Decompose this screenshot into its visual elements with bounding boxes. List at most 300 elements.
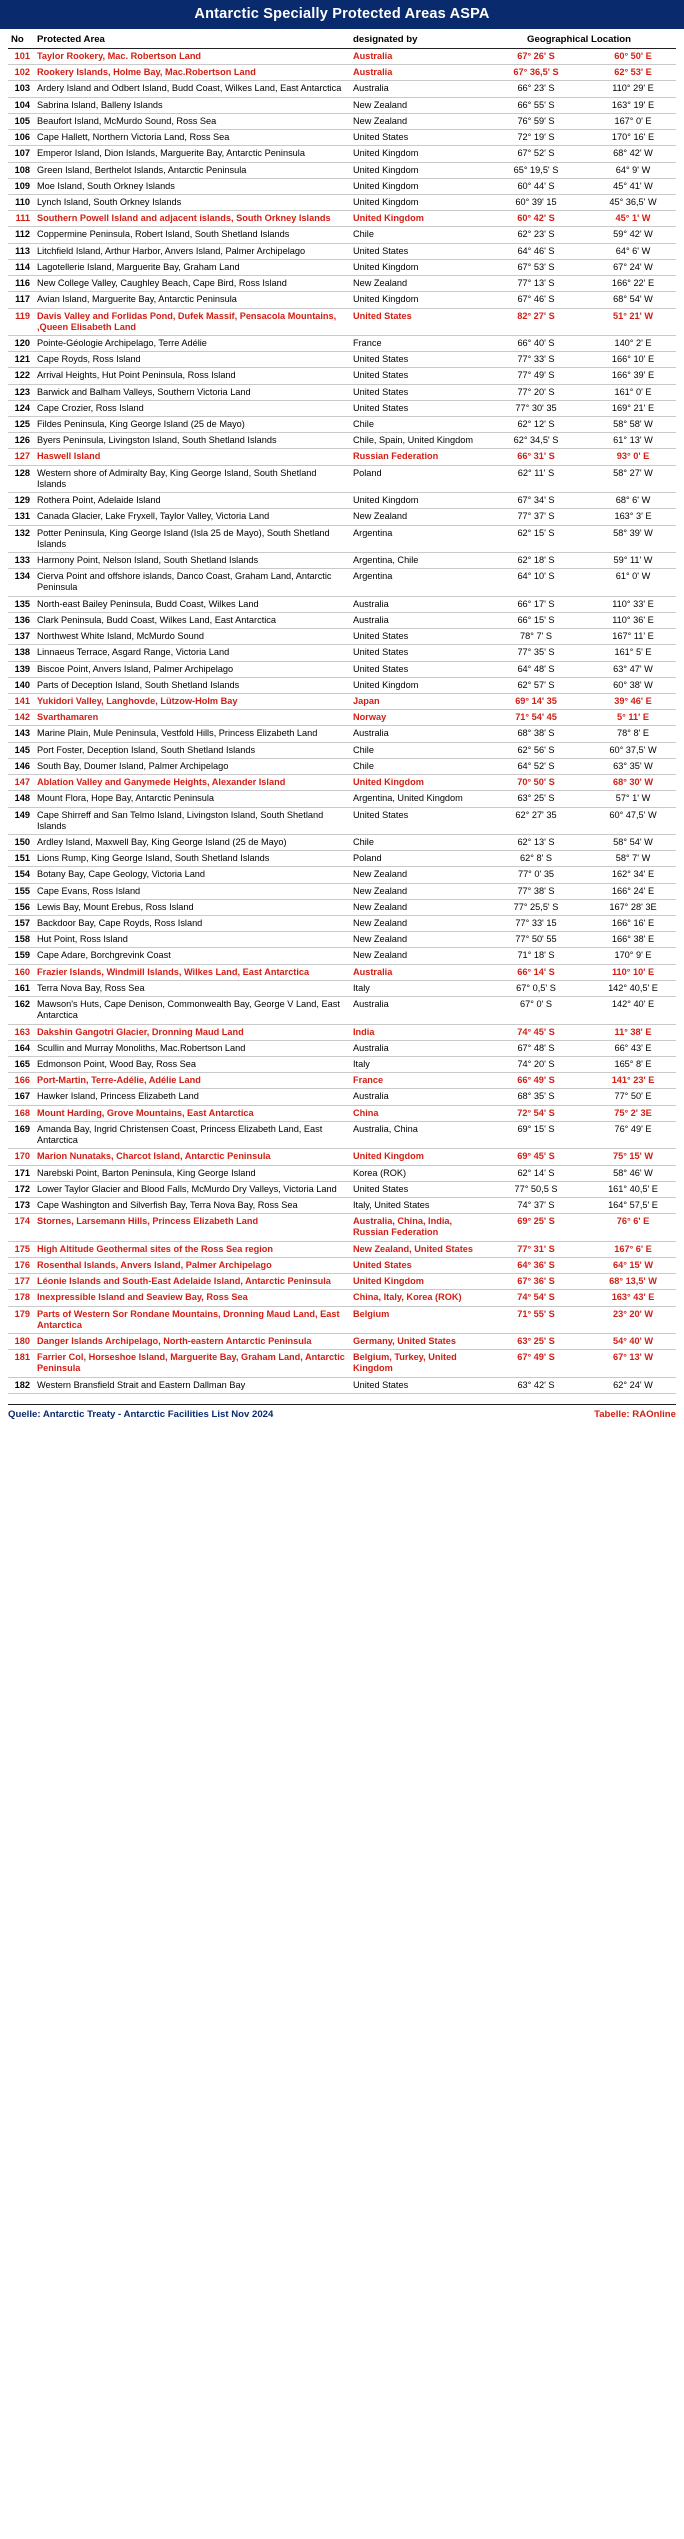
protected-area-name: Backdoor Bay, Cape Royds, Ross Island [34,916,350,932]
longitude: 163° 3' E [590,509,676,525]
table-row [8,308,676,335]
longitude: 11° 38' E [590,1024,676,1040]
longitude: 161° 40,5' E [590,1181,676,1197]
latitude: 67° 0' S [482,997,590,1024]
row-number: 168 [8,1105,34,1121]
latitude: 66° 55' S [482,97,590,113]
longitude: 166° 39' E [590,368,676,384]
latitude: 71° 54' 45 [482,710,590,726]
protected-area-name: Lagotellerie Island, Marguerite Bay, Graham Land [34,259,350,275]
latitude: 67° 0,5' S [482,980,590,996]
table-row [8,352,676,368]
protected-area-name: Biscoe Point, Anvers Island, Palmer Archipelago [34,661,350,677]
longitude: 60° 38' W [590,677,676,693]
row-number: 169 [8,1121,34,1148]
designated-by: United Kingdom [350,194,482,210]
protected-area-name: Danger Islands Archipelago, North-eastern Antarctic Peninsula [34,1333,350,1349]
designated-by: France [350,1073,482,1089]
row-number: 165 [8,1057,34,1073]
table-row [8,194,676,210]
col-designated-by: designated by [350,32,482,49]
longitude: 64° 9' W [590,162,676,178]
longitude: 164° 57,5' E [590,1197,676,1213]
row-number: 148 [8,791,34,807]
table-row [8,1105,676,1121]
longitude: 45° 36,5' W [590,194,676,210]
longitude: 61° 0' W [590,569,676,596]
designated-by: Australia [350,1089,482,1105]
latitude: 67° 46' S [482,292,590,308]
row-number: 110 [8,194,34,210]
protected-area-name: Marion Nunataks, Charcot Island, Antarctic Peninsula [34,1149,350,1165]
designated-by: United States [350,400,482,416]
table-row [8,851,676,867]
longitude: 170° 16' E [590,130,676,146]
protected-area-name: Rosenthal Islands, Anvers Island, Palmer Archipelago [34,1257,350,1273]
protected-area-name: Mount Flora, Hope Bay, Antarctic Peninsula [34,791,350,807]
latitude: 63° 25' S [482,791,590,807]
latitude: 62° 14' S [482,1165,590,1181]
latitude: 66° 17' S [482,596,590,612]
latitude: 72° 54' S [482,1105,590,1121]
col-protected-area: Protected Area [34,32,350,49]
longitude: 167° 28' 3E [590,899,676,915]
protected-area-name: Yukidori Valley, Langhovde, Lützow-Holm Bay [34,693,350,709]
aspa-table [8,32,676,1394]
table-row [8,677,676,693]
longitude: 77° 50' E [590,1089,676,1105]
designated-by: Australia [350,964,482,980]
table-row [8,1024,676,1040]
longitude: 45° 41' W [590,178,676,194]
table-row [8,997,676,1024]
table-row [8,1121,676,1148]
longitude: 110° 36' E [590,612,676,628]
latitude: 64° 36' S [482,1257,590,1273]
latitude: 63° 42' S [482,1377,590,1393]
protected-area-name: Potter Peninsula, King George Island (Isla 25 de Mayo), South Shetland Islands [34,525,350,552]
designated-by: Germany, United States [350,1333,482,1349]
row-number: 180 [8,1333,34,1349]
latitude: 77° 20' S [482,384,590,400]
table-row [8,1040,676,1056]
table-row [8,645,676,661]
row-number: 128 [8,465,34,492]
latitude: 63° 25' S [482,1333,590,1349]
latitude: 62° 23' S [482,227,590,243]
latitude: 67° 49' S [482,1350,590,1377]
designated-by: Argentina [350,525,482,552]
latitude: 70° 50' S [482,775,590,791]
designated-by: New Zealand [350,916,482,932]
table-row [8,1241,676,1257]
designated-by: United Kingdom [350,493,482,509]
col-no: No [8,32,34,49]
table-row [8,276,676,292]
table-row [8,1089,676,1105]
row-number: 159 [8,948,34,964]
latitude: 76° 59' S [482,113,590,129]
row-number: 143 [8,726,34,742]
longitude: 170° 9' E [590,948,676,964]
longitude: 59° 11' W [590,553,676,569]
row-number: 137 [8,629,34,645]
table-row [8,400,676,416]
designated-by: Norway [350,710,482,726]
protected-area-name: Barwick and Balham Valleys, Southern Victoria Land [34,384,350,400]
protected-area-name: Ardery Island and Odbert Island, Budd Coast, Wilkes Land, East Antarctica [34,81,350,97]
longitude: 167° 0' E [590,113,676,129]
table-row [8,335,676,351]
latitude: 69° 45' S [482,1149,590,1165]
longitude: 141° 23' E [590,1073,676,1089]
designated-by: United States [350,661,482,677]
table-row [8,1257,676,1273]
latitude: 62° 18' S [482,553,590,569]
designated-by: United States [350,645,482,661]
designated-by: United Kingdom [350,178,482,194]
latitude: 62° 34,5' S [482,433,590,449]
protected-area-name: Rookery Islands, Holme Bay, Mac.Robertson Land [34,65,350,81]
latitude: 74° 20' S [482,1057,590,1073]
designated-by: Australia [350,612,482,628]
longitude: 166° 38' E [590,932,676,948]
latitude: 67° 26' S [482,49,590,65]
longitude: 142° 40,5' E [590,980,676,996]
protected-area-name: Coppermine Peninsula, Robert Island, South Shetland Islands [34,227,350,243]
protected-area-name: Port Foster, Deception Island, South Shetland Islands [34,742,350,758]
latitude: 67° 36' S [482,1274,590,1290]
latitude: 69° 14' 35 [482,693,590,709]
table-row [8,1333,676,1349]
protected-area-name: Parts of Western Sor Rondane Mountains, Dronning Maud Land, East Antarctica [34,1306,350,1333]
row-number: 179 [8,1306,34,1333]
designated-by: Chile [350,758,482,774]
protected-area-name: Avian Island, Marguerite Bay, Antarctic Peninsula [34,292,350,308]
longitude: 75° 2' 3E [590,1105,676,1121]
longitude: 78° 8' E [590,726,676,742]
latitude: 77° 31' S [482,1241,590,1257]
table-row [8,932,676,948]
longitude: 163° 43' E [590,1290,676,1306]
protected-area-name: Beaufort Island, McMurdo Sound, Ross Sea [34,113,350,129]
designated-by: Argentina [350,569,482,596]
row-number: 124 [8,400,34,416]
longitude: 23° 20' W [590,1306,676,1333]
designated-by: Chile [350,834,482,850]
longitude: 68° 54' W [590,292,676,308]
latitude: 77° 33' 15 [482,916,590,932]
longitude: 110° 10' E [590,964,676,980]
protected-area-name: Cierva Point and offshore islands, Danco Coast, Graham Land, Antarctic Peninsula [34,569,350,596]
latitude: 66° 23' S [482,81,590,97]
row-number: 105 [8,113,34,129]
table-row [8,1197,676,1213]
longitude: 140° 2' E [590,335,676,351]
row-number: 182 [8,1377,34,1393]
row-number: 157 [8,916,34,932]
longitude: 59° 42' W [590,227,676,243]
table-row [8,1350,676,1377]
latitude: 77° 37' S [482,509,590,525]
designated-by: Australia [350,49,482,65]
table-row [8,661,676,677]
table-row [8,1306,676,1333]
longitude: 60° 37,5' W [590,742,676,758]
longitude: 5° 11' E [590,710,676,726]
latitude: 77° 25,5' S [482,899,590,915]
longitude: 76° 6' E [590,1214,676,1241]
row-number: 103 [8,81,34,97]
row-number: 174 [8,1214,34,1241]
designated-by: United States [350,1181,482,1197]
table-row [8,384,676,400]
designated-by: Japan [350,693,482,709]
longitude: 142° 40' E [590,997,676,1024]
protected-area-name: Svarthamaren [34,710,350,726]
designated-by: Italy, United States [350,1197,482,1213]
table-row [8,1181,676,1197]
row-number: 138 [8,645,34,661]
protected-area-name: Botany Bay, Cape Geology, Victoria Land [34,867,350,883]
designated-by: Poland [350,851,482,867]
protected-area-name: Lewis Bay, Mount Erebus, Ross Island [34,899,350,915]
table-body [8,49,676,1394]
longitude: 58° 39' W [590,525,676,552]
latitude: 62° 8' S [482,851,590,867]
latitude: 62° 12' S [482,417,590,433]
row-number: 147 [8,775,34,791]
protected-area-name: Terra Nova Bay, Ross Sea [34,980,350,996]
footer-source: Quelle: Antarctic Treaty - Antarctic Facilities List Nov 2024 [8,1408,274,1420]
table-row [8,113,676,129]
protected-area-name: Green Island, Berthelot Islands, Antarctic Peninsula [34,162,350,178]
designated-by: Australia [350,65,482,81]
longitude: 63° 47' W [590,661,676,677]
longitude: 51° 21' W [590,308,676,335]
table-row [8,612,676,628]
row-number: 106 [8,130,34,146]
designated-by: United States [350,807,482,834]
table-row [8,916,676,932]
protected-area-name: Lynch Island, South Orkney Islands [34,194,350,210]
table-row [8,1214,676,1241]
protected-area-name: Scullin and Murray Monoliths, Mac.Robertson Land [34,1040,350,1056]
designated-by: United Kingdom [350,1274,482,1290]
row-number: 133 [8,553,34,569]
row-number: 125 [8,417,34,433]
latitude: 72° 19' S [482,130,590,146]
designated-by: United Kingdom [350,677,482,693]
row-number: 161 [8,980,34,996]
row-number: 101 [8,49,34,65]
protected-area-name: Byers Peninsula, Livingston Island, South Shetland Islands [34,433,350,449]
latitude: 77° 38' S [482,883,590,899]
latitude: 71° 55' S [482,1306,590,1333]
latitude: 62° 13' S [482,834,590,850]
row-number: 163 [8,1024,34,1040]
page-footer [8,1404,676,1420]
protected-area-name: Western shore of Admiralty Bay, King George Island, South Shetland Islands [34,465,350,492]
row-number: 172 [8,1181,34,1197]
longitude: 166° 22' E [590,276,676,292]
protected-area-name: Marine Plain, Mule Peninsula, Vestfold Hills, Princess Elizabeth Land [34,726,350,742]
latitude: 71° 18' S [482,948,590,964]
row-number: 164 [8,1040,34,1056]
protected-area-name: Edmonson Point, Wood Bay, Ross Sea [34,1057,350,1073]
protected-area-name: New College Valley, Caughley Beach, Cape Bird, Ross Island [34,276,350,292]
designated-by: Australia [350,726,482,742]
latitude: 77° 0' 35 [482,867,590,883]
longitude: 166° 24' E [590,883,676,899]
row-number: 181 [8,1350,34,1377]
longitude: 64° 15' W [590,1257,676,1273]
designated-by: Australia [350,81,482,97]
longitude: 60° 47,5' W [590,807,676,834]
row-number: 126 [8,433,34,449]
protected-area-name: Western Bransfield Strait and Eastern Dallman Bay [34,1377,350,1393]
longitude: 60° 50' E [590,49,676,65]
designated-by: Belgium, Turkey, United Kingdom [350,1350,482,1377]
table-header-row [8,32,676,49]
table-row [8,629,676,645]
longitude: 66° 43' E [590,1040,676,1056]
latitude: 64° 52' S [482,758,590,774]
latitude: 67° 34' S [482,493,590,509]
protected-area-name: Moe Island, South Orkney Islands [34,178,350,194]
latitude: 68° 35' S [482,1089,590,1105]
designated-by: New Zealand [350,899,482,915]
row-number: 129 [8,493,34,509]
table-row [8,81,676,97]
latitude: 62° 11' S [482,465,590,492]
table-row [8,49,676,65]
table-row [8,693,676,709]
designated-by: New Zealand [350,883,482,899]
protected-area-name: Cape Crozier, Ross Island [34,400,350,416]
table-row [8,162,676,178]
latitude: 66° 31' S [482,449,590,465]
designated-by: New Zealand, United States [350,1241,482,1257]
designated-by: Italy [350,1057,482,1073]
protected-area-name: Sabrina Island, Balleny Islands [34,97,350,113]
row-number: 127 [8,449,34,465]
designated-by: Australia [350,1040,482,1056]
longitude: 68° 13,5' W [590,1274,676,1290]
designated-by: United Kingdom [350,211,482,227]
longitude: 62° 24' W [590,1377,676,1393]
designated-by: Poland [350,465,482,492]
row-number: 139 [8,661,34,677]
table-row [8,775,676,791]
longitude: 54° 40' W [590,1333,676,1349]
latitude: 67° 36,5' S [482,65,590,81]
row-number: 151 [8,851,34,867]
designated-by: China, Italy, Korea (ROK) [350,1290,482,1306]
protected-area-name: Cape Evans, Ross Island [34,883,350,899]
designated-by: France [350,335,482,351]
protected-area-name: Hawker Island, Princess Elizabeth Land [34,1089,350,1105]
row-number: 135 [8,596,34,612]
latitude: 65° 19,5' S [482,162,590,178]
row-number: 141 [8,693,34,709]
protected-area-name: Cape Washington and Silverfish Bay, Terra Nova Bay, Ross Sea [34,1197,350,1213]
table-row [8,525,676,552]
table-row [8,509,676,525]
table-row [8,227,676,243]
latitude: 66° 40' S [482,335,590,351]
designated-by: United States [350,1377,482,1393]
table-row [8,65,676,81]
table-row [8,1057,676,1073]
row-number: 131 [8,509,34,525]
table-row [8,1073,676,1089]
designated-by: Australia [350,997,482,1024]
latitude: 77° 49' S [482,368,590,384]
table-row [8,493,676,509]
latitude: 74° 37' S [482,1197,590,1213]
longitude: 58° 46' W [590,1165,676,1181]
row-number: 114 [8,259,34,275]
longitude: 68° 6' W [590,493,676,509]
designated-by: Chile [350,742,482,758]
table-row [8,791,676,807]
protected-area-name: Arrival Heights, Hut Point Peninsula, Ross Island [34,368,350,384]
designated-by: Chile, Spain, United Kingdom [350,433,482,449]
protected-area-name: Haswell Island [34,449,350,465]
designated-by: Argentina, Chile [350,553,482,569]
latitude: 82° 27' S [482,308,590,335]
longitude: 62° 53' E [590,65,676,81]
designated-by: United States [350,243,482,259]
latitude: 77° 50,5 S [482,1181,590,1197]
row-number: 150 [8,834,34,850]
latitude: 60° 44' S [482,178,590,194]
row-number: 175 [8,1241,34,1257]
protected-area-name: South Bay, Doumer Island, Palmer Archipelago [34,758,350,774]
table-row [8,596,676,612]
latitude: 77° 13' S [482,276,590,292]
latitude: 77° 30' 35 [482,400,590,416]
row-number: 145 [8,742,34,758]
table-row [8,1290,676,1306]
designated-by: China [350,1105,482,1121]
row-number: 146 [8,758,34,774]
latitude: 67° 48' S [482,1040,590,1056]
protected-area-name: Clark Peninsula, Budd Coast, Wilkes Land, East Antarctica [34,612,350,628]
row-number: 176 [8,1257,34,1273]
table-row [8,807,676,834]
row-number: 162 [8,997,34,1024]
row-number: 113 [8,243,34,259]
row-number: 117 [8,292,34,308]
longitude: 161° 0' E [590,384,676,400]
row-number: 109 [8,178,34,194]
designated-by: United States [350,130,482,146]
table-row [8,1165,676,1181]
row-number: 178 [8,1290,34,1306]
protected-area-name: Litchfield Island, Arthur Harbor, Anvers Island, Palmer Archipelago [34,243,350,259]
longitude: 162° 34' E [590,867,676,883]
row-number: 120 [8,335,34,351]
longitude: 61° 13' W [590,433,676,449]
row-number: 119 [8,308,34,335]
designated-by: United Kingdom [350,775,482,791]
row-number: 112 [8,227,34,243]
latitude: 64° 48' S [482,661,590,677]
table-row [8,368,676,384]
protected-area-name: Pointe-Géologie Archipelago, Terre Adélie [34,335,350,351]
